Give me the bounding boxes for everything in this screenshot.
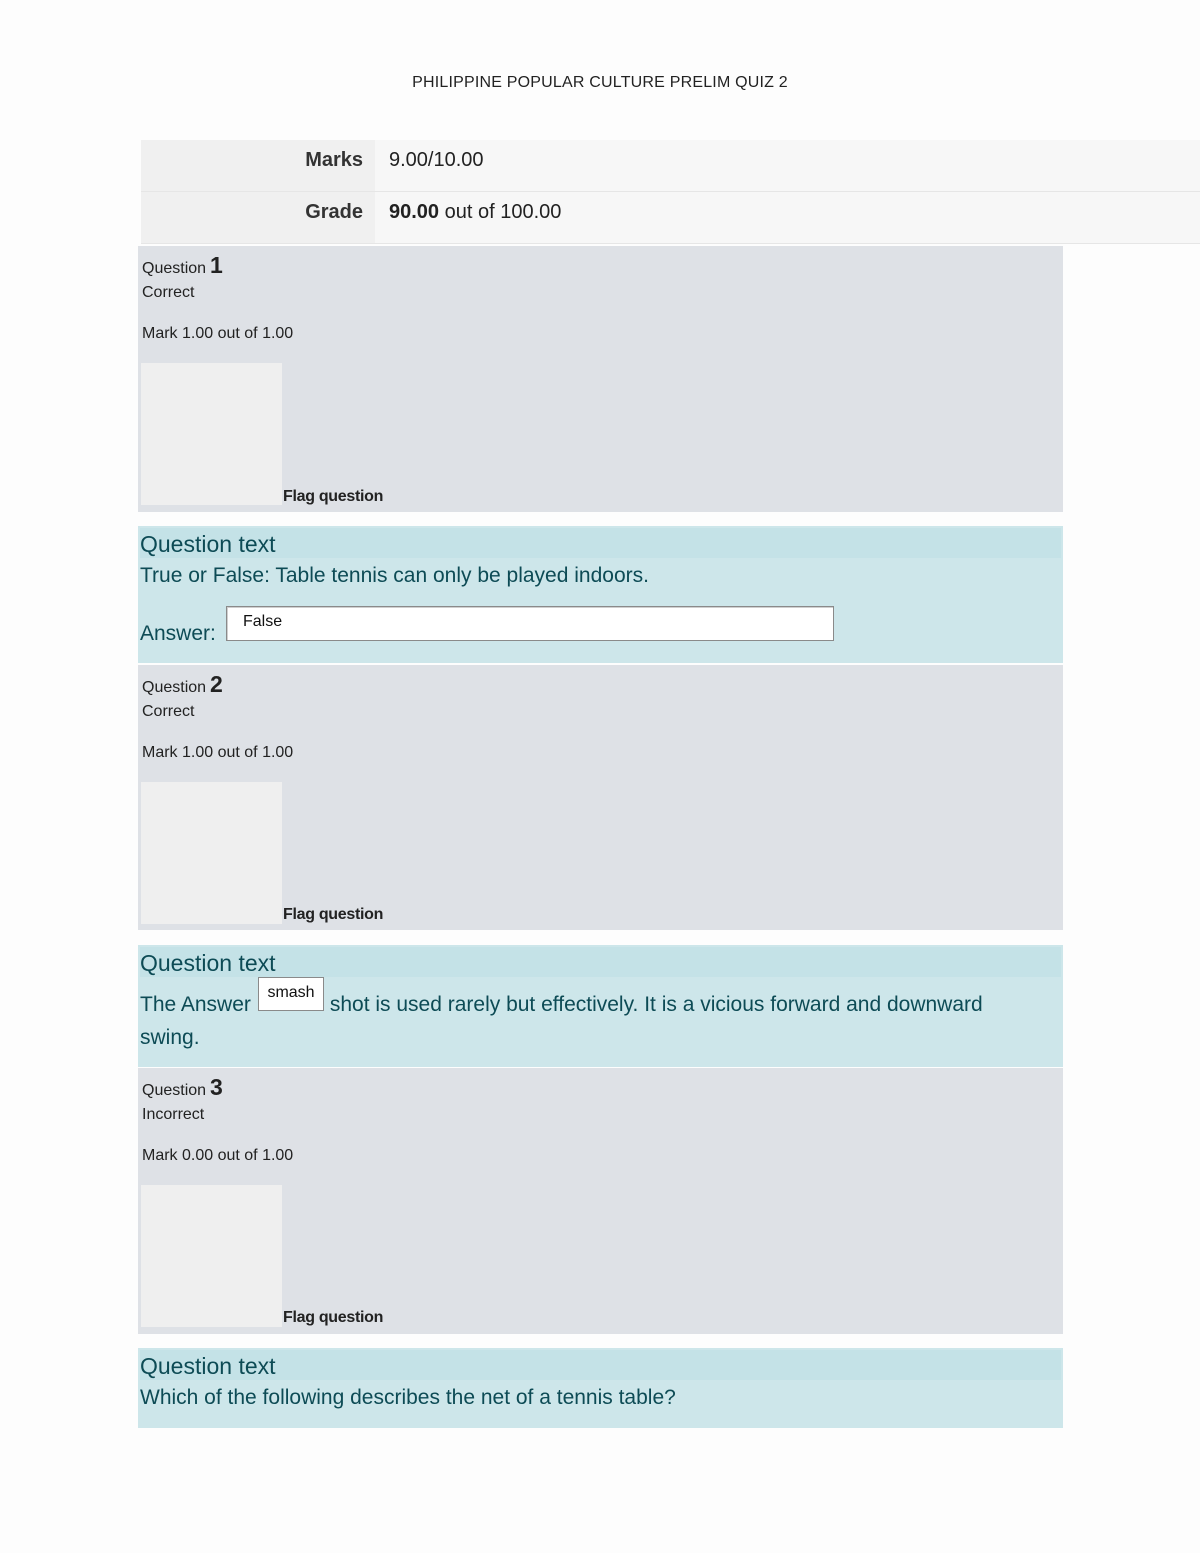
question-num: 1 (210, 252, 223, 278)
answer-label: Answer: (140, 622, 216, 645)
question-text-header: Question text (140, 947, 1061, 977)
question-text-header: Question text (140, 528, 1061, 558)
question-state: Correct (142, 703, 195, 720)
answer-input[interactable]: False (226, 606, 834, 641)
question-prefix: Question (142, 1082, 207, 1099)
question-text-after: shot is used rarely but effectively. It is a vicious forward and downward (324, 993, 983, 1016)
question-num: 2 (210, 671, 223, 697)
page-title: PHILIPPINE POPULAR CULTURE PRELIM QUIZ 2 (412, 74, 788, 91)
question-mark: Mark 0.00 out of 1.00 (142, 1147, 294, 1164)
question-prefix: Question (142, 679, 207, 696)
question-text: Which of the following describes the net of a tennis table? (140, 1386, 676, 1409)
question-text-header: Question text (140, 1350, 1061, 1380)
flag-icon[interactable] (141, 782, 282, 924)
question-num: 3 (210, 1074, 223, 1100)
grade-value (375, 192, 1200, 243)
question-3-info (138, 1068, 1063, 1334)
marks-row (141, 140, 1200, 192)
flag-icon[interactable] (141, 363, 282, 505)
grade-label: Grade (141, 192, 375, 243)
question-state: Incorrect (142, 1106, 205, 1123)
question-text: True or False: Table tennis can only be played indoors. (140, 564, 649, 587)
question-text-before: The Answer (140, 993, 251, 1016)
flag-question-link[interactable]: Flag question (283, 906, 384, 923)
question-2-text (138, 945, 1063, 1067)
question-number (142, 1074, 223, 1101)
marks-label: Marks (141, 140, 375, 191)
question-number (142, 252, 223, 279)
question-prefix: Question (142, 260, 207, 277)
answer-input[interactable]: smash (258, 977, 324, 1011)
grade-out-of: out of 100.00 (439, 201, 562, 223)
flag-icon[interactable] (141, 1185, 282, 1327)
question-mark: Mark 1.00 out of 1.00 (142, 744, 294, 761)
grade-row (141, 192, 1200, 244)
question-1-info (138, 246, 1063, 512)
grade-score: 90.00 (389, 201, 440, 223)
question-mark: Mark 1.00 out of 1.00 (142, 325, 294, 342)
question-text-line2: swing. (140, 1026, 200, 1049)
marks-value: 9.00/10.00 (375, 140, 1200, 191)
question-number (142, 671, 223, 698)
question-3-text (138, 1348, 1063, 1428)
flag-question-link[interactable]: Flag question (283, 1309, 384, 1326)
flag-question-link[interactable]: Flag question (283, 488, 384, 505)
question-2-info (138, 665, 1063, 930)
question-1-text (138, 526, 1063, 663)
question-state: Correct (142, 284, 195, 301)
